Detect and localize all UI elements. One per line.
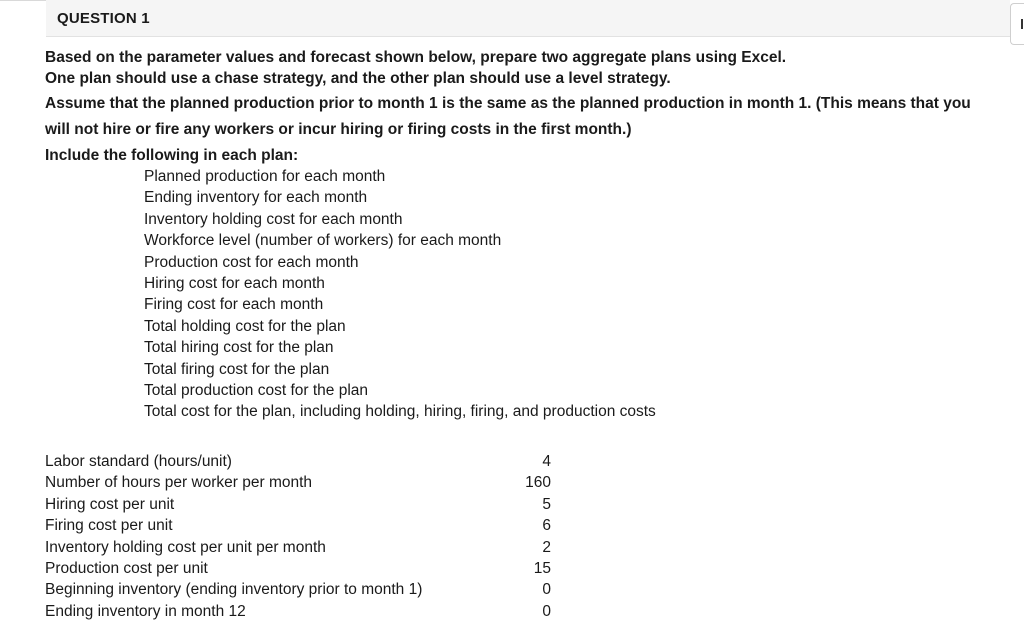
question-header xyxy=(46,0,1010,37)
include-list xyxy=(45,166,985,423)
include-item: Firing cost for each month xyxy=(144,296,324,314)
include-item: Inventory holding cost for each month xyxy=(144,210,403,228)
include-item: Hiring cost for each month xyxy=(144,275,325,293)
parameter-value: 0 xyxy=(542,602,551,620)
parameter-label: Labor standard (hours/unit) xyxy=(45,453,232,470)
include-item: Ending inventory for each month xyxy=(144,189,368,207)
table-row xyxy=(45,472,565,493)
question-instructions xyxy=(45,47,985,423)
instruction-line-1: Based on the parameter values and forecast shown below, prepare two aggregate plans using Excel. xyxy=(45,49,787,66)
include-item: Production cost for each month xyxy=(144,253,359,271)
include-item: Total firing cost for the plan xyxy=(144,360,330,378)
table-row xyxy=(45,494,565,515)
parameter-value: 0 xyxy=(542,581,551,599)
question-title: QUESTION 1 xyxy=(57,10,150,27)
include-item: Workforce level (number of workers) for each month xyxy=(144,232,502,250)
parameter-label: Beginning inventory (ending inventory prior to month 1) xyxy=(45,581,423,599)
parameter-value: 160 xyxy=(525,474,551,492)
parameter-value: 6 xyxy=(542,517,551,535)
parameter-value: 2 xyxy=(542,538,551,556)
instruction-line-2: One plan should use a chase strategy, and the other plan should use a level strategy. xyxy=(45,70,671,87)
parameter-label: Number of hours per worker per month xyxy=(45,474,313,492)
include-heading: Include the following in each plan: xyxy=(45,147,299,164)
include-item: Total production cost for the plan xyxy=(144,382,369,400)
table-row xyxy=(45,601,565,622)
table-row xyxy=(45,558,565,579)
parameter-table xyxy=(45,451,565,622)
table-row xyxy=(45,579,565,600)
include-item: Planned production for each month xyxy=(144,168,386,185)
parameter-label: Firing cost per unit xyxy=(45,517,173,535)
include-item: Total hiring cost for the plan xyxy=(144,339,334,357)
include-item: Total cost for the plan, including holding, hiring, firing, and production costs xyxy=(144,403,656,421)
parameter-value: 5 xyxy=(542,495,551,513)
parameter-label: Ending inventory in month 12 xyxy=(45,602,246,620)
parameter-label: Hiring cost per unit xyxy=(45,495,175,513)
points-box xyxy=(1010,3,1024,45)
table-row xyxy=(45,537,565,558)
parameter-label: Inventory holding cost per unit per month xyxy=(45,538,326,556)
table-row xyxy=(45,451,565,472)
parameter-label: Production cost per unit xyxy=(45,560,208,578)
instruction-assumption: Assume that the planned production prior to month 1 is the same as the planned production in month 1. (This means that you will not hire or fire any workers or incur hiring or firing costs in the first month.) xyxy=(45,95,971,138)
table-row xyxy=(45,515,565,536)
parameter-value: 15 xyxy=(533,560,551,578)
parameter-value: 4 xyxy=(542,453,551,470)
include-item: Total holding cost for the plan xyxy=(144,317,346,335)
